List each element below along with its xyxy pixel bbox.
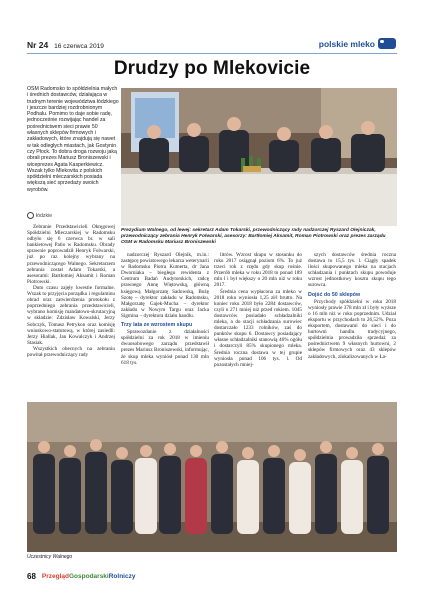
- magazine-word: Rolniczy: [108, 573, 136, 580]
- page-footer: [27, 572, 135, 581]
- article-source: [27, 212, 52, 219]
- paragraph: szych dostawców średnia roczna dostawa to 15,5 tys. l. Ciągły spadek ilości skupowanego mleka na stacjach schładzania i punktach skupu powoduje wzrost jednostkowy kosztu skupu tego surowca.: [308, 252, 396, 289]
- column-3: [214, 252, 302, 368]
- column-1: [27, 224, 115, 358]
- header-divider: [27, 53, 397, 54]
- article-lead: OSM Radomsko to spółdzielnia małych i średnich dostawców, działająca w trudnym terenie województwa łódzkiego i jeszcze bardziej rozdrobnionym Podhalu. Pomimo to daje sobie radę, jednocześnie rozwijając handel za pośrednictwem sieci prawie 50 własnych sklepów firmowych i zakładowych, które znajdują się nawet w tak odległych miastach, jak Gostynin czy Płock. To dobra droga rozwoju jaką obrali prezes Mariusz Broniszewski i wiceprezes Agata Kasperkiewicz. Wszak tylko Mlekovita z polskich spółdzielni mleczarskich posiada większą sieć sprzedaży swoich wyrobów.: [27, 86, 119, 193]
- location-icon: [27, 212, 34, 219]
- participants-caption: Uczestnicy Walnego: [27, 554, 73, 560]
- participants-photo: [27, 402, 397, 552]
- paragraph: Duto czasu zajęły kwestie formalne. Wszak to przyjęcia porządku i regulaminu obrad oraz zatwierdzenia protokołu z poprzedniego zebrania przedstawicieli, wybrano komisję mandatowo-skrutacyjną w składzie: Zdzisław Kowalski, Jerzy Sobczyk, Tomasz Petrykon oraz komisję wnioskowo-statutową, w której zasiedli: Jerzy Hiallak, Jan Kowalczyk i Andrzej Stasiak.: [27, 284, 116, 346]
- magazine-word: Gospodarski: [69, 573, 109, 580]
- page-header: [27, 40, 104, 50]
- paragraph: Średnia cena wypłacona za mleko w 2018 roku wyniosła 1,25 zł/l brutto. Na koniec roku 2018 było 2284 dostawców, czyli o 271 mniej niż przed rokiem. 1045 dostawców posiadało schładzalniki mleka, a do stacji schładzania surowiec dostarczało 1233 rolników, zaś do punktów skupu 6. Dostawcy posiadający własne schładzalniki stanowią 46% ogółu i dostarczyli 85% skupionego mleka. Średnia roczna dostawa w tej grupie wyniosła ponad 106 tys. l. Od pozostałych mniej-: [214, 288, 302, 368]
- page-number: 68: [27, 572, 36, 581]
- column-4: [308, 252, 396, 360]
- brand-name: polskie mleko: [318, 38, 375, 49]
- presidium-photo: [121, 88, 397, 226]
- photo-caption-text: Prezydium Walnego, od lewej: sekretarz Adam Tokarski, przewodniczący rady nadzorczej Ryszard Olejniczak, przewodniczący zebrania Henryk Folwarski, asesorzy: Bartłomiej Aksamit, Roman Piotrowski oraz prezes zarządu OSM w Radomsku Mariusz Broniszewski: [121, 228, 386, 245]
- paragraph: Przychody spółdzielni w roku 2018 wyniosły prawie 378 mln zł i były wyższe o 16 mln niż w roku poprzednim. Udział eksportu w przychodach to 26,52%. Poza eksportem, dostawami do sieci i do hurtowni handlu tradycyjnego, spółdzielnia prowadziła sprzedaż za pośrednictwem 9 własnych hurtowni, 2 sklepów firmowych oraz 43 sklepów zakładowych, zlokalizowanych w Ła-: [308, 298, 396, 360]
- paragraph: Zebranie Przedstawicieli Okręgowej Spółdzielni Mleczarskiej w Radomsku odbyło się 6 czerwca br. w sali bankietowej Patio w Radomsku. Obrady sprawnie poprowadził Henryk Folwarski, już po raz kolejny wybrany na przewodniczącego Walnego. Sekretarzem zebrania został Adam Tokarski, a asesorami: Bartłomiej Aksamit i Roman Piotrowski.: [27, 224, 115, 285]
- brand-logo: [319, 38, 396, 49]
- photo-caption: [121, 228, 397, 246]
- issue-number: Nr 24: [27, 40, 49, 50]
- section-heading: Dojść do 50 sklepów: [308, 291, 361, 298]
- article-title: Drudzy po Mlekovicie: [113, 58, 311, 79]
- column-2: [121, 252, 209, 366]
- cow-icon: [378, 38, 396, 49]
- paragraph: Sprawozdanie z działalności spółdzielni za rok 2018 w imieniu dwuosobowego zarządu przedstawił prezes Mariusz Broniszewski, informując, że skup mleka wyniósł ponad 130 mln 618 tys.: [121, 329, 209, 366]
- paragraph: nadzorczej Ryszard Olejnik, m.in.: zastępcę powiatowego lekarza weterynarii w Radomsku Piotra Kumerta, dr Jana Dworniaka – biegłego rewidenta z Centrum Badań Audytorskich, radcę prawnego Annę Więtowską, główną księgową Małgorzatę Sadowską, Bożę Szotę – dyrektor zakładu w Radomsku, Małgorzatę Gajek-Mucha – dyrektor zakładu w Nowym Targu oraz Jacka Sigmina – dyrektora działu handlu.: [121, 252, 209, 319]
- paragraph: Wszystkich obecnych na zebraniu powitał przewodniczący rady: [27, 345, 115, 358]
- section-heading: Trzy lata ze wzrostem skupu: [121, 322, 193, 329]
- issue-date: 16 czerwca 2019: [54, 43, 104, 50]
- paragraph: litrów. Wzrost skupu w stosunku do roku 2017 osiągnął poziom 6%. To już trzeci rok z rzędu gdy skup rośnie. Przerób mleka w roku 2018 to ponad 189 mln l i był większy o 20 mln niż w roku 2017.: [214, 252, 302, 289]
- magazine-name: [42, 573, 136, 580]
- source-label: łódzkie: [36, 212, 53, 219]
- magazine-word: Przegląd: [41, 573, 69, 580]
